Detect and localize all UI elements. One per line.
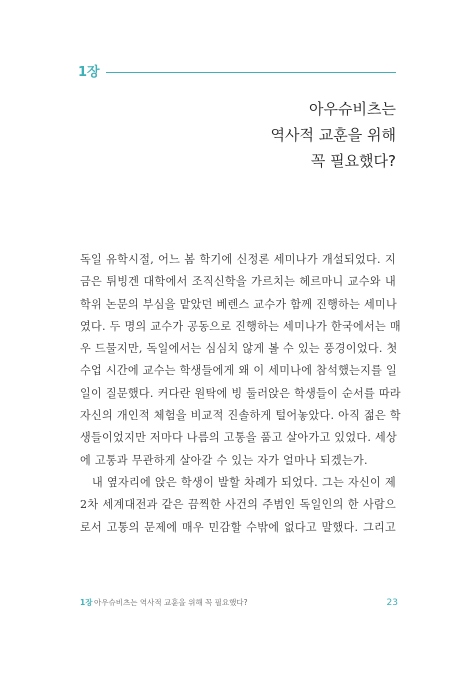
chapter-number: 1장 <box>78 65 100 80</box>
chapter-title-line: 아우슈비츠는 <box>309 100 396 118</box>
body-text <box>80 249 401 539</box>
footer-title: 아우슈비츠는 역사적 교훈을 위해 꼭 필요했다? <box>94 598 248 607</box>
chapter-title <box>271 96 396 174</box>
body-line: 생들이었지만 저마다 나름의 고통을 품고 살아가고 있었다. 세상 <box>80 431 398 445</box>
body-line: 로서 고통의 문제에 매우 민감할 수밖에 없다고 말했다. 그리고 <box>80 520 396 534</box>
body-line: 에 고통과 무관하게 살아갈 수 있는 자가 얼마나 되겠는가. <box>80 453 368 467</box>
body-line: 수업 시간에 교수는 학생들에게 왜 이 세미나에 참석했는지를 일 <box>80 364 398 378</box>
body-line: 였다. 두 명의 교수가 공동으로 진행하는 세미나가 한국에서는 매 <box>80 319 401 333</box>
page-footer <box>80 597 398 611</box>
footer-chapter: 1장 <box>80 598 93 607</box>
body-line: 학위 논문의 부심을 맡았던 베렌스 교수가 함께 진행하는 세미나 <box>80 297 398 311</box>
chapter-title-line: 역사적 교훈을 위해 <box>270 126 396 144</box>
chapter-title-line: 꼭 필요했다? <box>310 152 396 170</box>
chapter-header <box>78 64 396 84</box>
body-line: 자신의 개인적 체험을 비교적 진솔하게 털어놓았다. 아직 젊은 학 <box>80 409 401 423</box>
chapter-rule <box>106 72 396 73</box>
body-line: 우 드물지만, 독일에서는 심심치 않게 볼 수 있는 풍경이었다. 첫 <box>80 342 398 356</box>
body-line: 2차 세계대전과 같은 끔찍한 사건의 주범인 독일인의 한 사람으 <box>80 498 396 512</box>
body-line: 독일 유학시절, 어느 봄 학기에 신정론 세미나가 개설되었다. 지 <box>80 253 396 266</box>
body-line: 일이 질문했다. 커다란 원탁에 빙 둘러앉은 학생들이 순서를 따라 <box>80 386 401 400</box>
page-number: 23 <box>386 598 398 608</box>
body-line: 내 옆자리에 앉은 학생이 발할 차례가 되었다. 그는 자신이 제 <box>92 475 396 489</box>
body-line: 금은 튀빙겐 대학에서 조직신학을 가르치는 헤르마니 교수와 내 <box>80 275 396 289</box>
